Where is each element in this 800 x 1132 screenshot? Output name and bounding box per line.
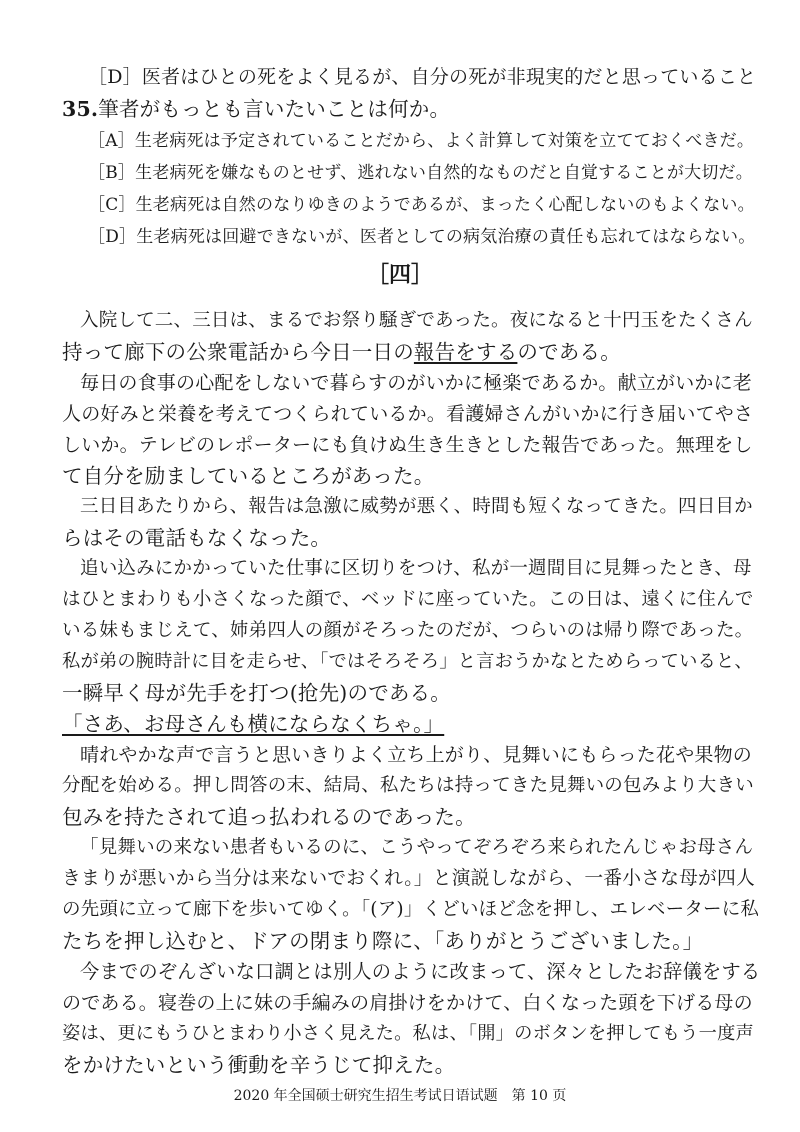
passage-line: 三日目あたりから、報告は急激に威勢が悪く、時間も短くなってきた。四日目か <box>80 496 753 517</box>
passage-line: しいか。テレビのレポーターにも負けぬ生き生きとした報告であった。無理をし <box>62 434 753 456</box>
passage-line: 私が弟の腕時計に目を走らせ、「ではそろそろ」と言おうかなとためらっていると、 <box>62 651 753 672</box>
passage-line: 分配を始める。押し問答の末、結局、私たちは持ってきた見舞いの包みより大きい <box>62 775 754 796</box>
passage-line: 晴れやかな声で言うと思いきりよく立ち上がり、見舞いにもらった花や果物の <box>80 744 753 766</box>
passage-line: をかけたいという衝動を辛うじて抑えた。 <box>62 1053 456 1077</box>
passage-line: のである。寝巻の上に妹の手編みの肩掛けをかけて、白くなった頭を下げる母の <box>62 992 753 1014</box>
passage-line: たちを押し込むと、ドアの閉まり際に、「ありがとうございました。」 <box>62 929 704 953</box>
underlined-phrase: 報告をする <box>413 340 518 364</box>
passage-line: 毎日の食事の心配をしないで暮らすのがいかに極楽であるか。献立がいかに老 <box>80 372 753 394</box>
passage-line: はひとまわりも小さくなった顔で、ベッドに座っていた。この日は、遠くに住んで <box>62 589 754 610</box>
passage-line: 「見舞いの来ない患者もいるのに、こうやってぞろぞろ来られたんじゃお母さん <box>80 837 754 858</box>
q35-option-c: ［C］生老病死は自然のなりゆきのようであるが、まったく心配しないのもよくない。 <box>88 195 755 215</box>
passage-line: の先頭に立って廊下を歩いてゆく。「(ア)」くどいほど念を押し、エレベーターに私 <box>62 899 760 920</box>
passage-line <box>62 339 621 365</box>
passage-line: いる妹もまじえて、姉弟四人の顔がそろったのだが、つらいのは帰り際であった。 <box>62 620 754 641</box>
passage-line: 包みを持たされて追っ払われるのであった。 <box>62 805 476 829</box>
q35-option-d: ［D］生老病死は回避できないが、医者としての病気治療の責任も忘れてはならない。 <box>88 227 756 247</box>
passage-line: 今までのぞんざいな口調とは別人のように改まって、深々としたお辞儀をする <box>80 960 761 983</box>
section-heading: ［四］ <box>366 262 433 288</box>
q35-option-a: ［A］生老病死は予定されていることだから、よく計算して対策を立てておくべきだ。 <box>88 131 755 151</box>
q34-option-d: ［D］医者はひとの死をよく見るが、自分の死が非現実的だと思っていること <box>88 66 757 88</box>
passage-line: 人の好みと栄養を考えてつくられているか。看護婦さんがいかに行き届いてやさ <box>62 403 754 425</box>
q35-text: 筆者がもっとも言いたいことは何か。 <box>98 97 451 121</box>
passage-text: 持って廊下の公衆電話から今日一日の <box>62 340 414 364</box>
underlined-quote: 「さあ、お母さんも横にならなくちゃ。」 <box>62 712 445 736</box>
page-footer: 2020 年全国硕士研究生招生考试日语试题 第 10 页 <box>233 1088 567 1104</box>
passage-line: て自分を励ましているところがあった。 <box>62 464 435 488</box>
passage-text: のである。 <box>517 340 621 364</box>
q35-option-b: ［B］生老病死を嫌なものとせず、逃れない自然的なものだと自覚することが大切だ。 <box>88 163 753 183</box>
q35-number: 35. <box>62 97 99 121</box>
passage-line: 一瞬早く母が先手を打つ(抢先)のである。 <box>62 681 451 705</box>
passage-line: 入院して二、三日は、まるでお祭り騒ぎであった。夜になると十円玉をたくさん <box>80 310 753 331</box>
passage-line: 追い込みにかかっていた仕事に区切りをつけ、私が一週間目に見舞ったとき、母 <box>80 558 752 579</box>
passage-line: らはその電話もなくなった。 <box>62 526 332 550</box>
q35-stem <box>62 96 450 122</box>
passage-line <box>62 711 444 737</box>
passage-line: 姿は、更にもうひとまわり小さく見えた。私は、「開」のボタンを押してもう一度声 <box>62 1023 754 1044</box>
passage-line: きまりが悪いから当分は来ないでおくれ。」と演説しながら、一番小さな母が四人 <box>62 868 755 889</box>
